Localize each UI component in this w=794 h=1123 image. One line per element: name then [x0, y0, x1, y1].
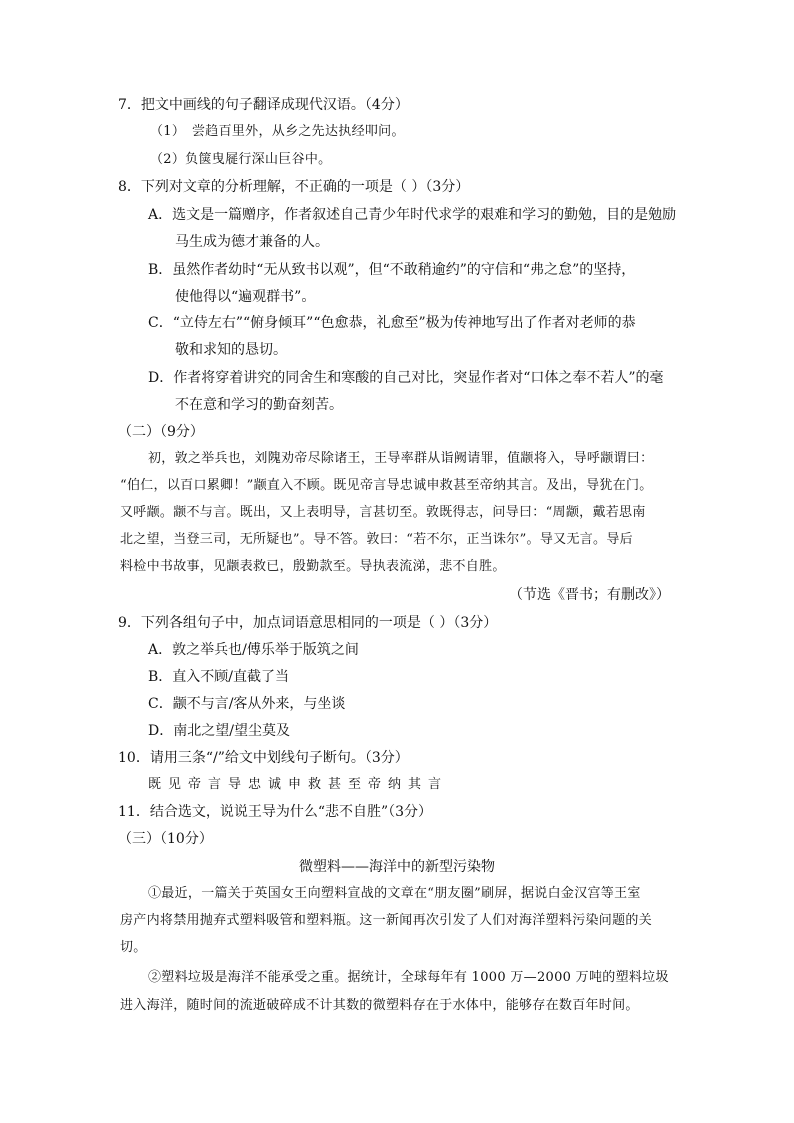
q9-option-d: D．南北之望/望尘莫及 — [148, 723, 290, 739]
section-2-heading: （二）（9分） — [118, 424, 204, 440]
q7-stem: 7．把文中画线的句子翻译成现代汉语。（4分） — [118, 97, 409, 113]
q8-option-a-line1: A．选文是一篇赠序，作者叙述自己青少年时代求学的艰难和学习的勤勉，目的是勉励 — [148, 207, 677, 223]
passage-2-line3: 又呼颛。颛不与言。既出，又上表明导，言甚切至。敦既得志，问导曰：“周颛，戴若思南 — [120, 505, 646, 520]
q9-option-c: C．颛不与言/客从外来，与坐谈 — [148, 696, 346, 712]
q8-option-c-line2: 敬和求知的恳切。 — [175, 342, 287, 358]
q11-stem: 11．结合选文，说说王导为什么“悲不自胜”（3分） — [118, 804, 433, 820]
passage-2-source: （节选《晋书；有删改》） — [509, 587, 670, 603]
section-3-title: 微塑料——海洋中的新型污染物 — [299, 859, 495, 875]
passage-3-para1-line2: 房产内将禁用抛弃式塑料吸管和塑料瓶。这一新闻再次引发了人们对海洋塑料污染问题的关 — [120, 913, 653, 928]
passage-3-para2-line1: ②塑料垃圾是海洋不能承受之重。据统计，全球每年有 1000 万—2000 万吨的塑料垃圾 — [148, 970, 669, 985]
q8-option-d-line2: 不在意和学习的勤奋刻苦。 — [175, 397, 343, 413]
q10-stem: 10．请用三条“/”给文中划线句子断句。（3分） — [118, 750, 409, 766]
q7-item-2: （2）负箧曳屣行深山巨谷中。 — [150, 152, 332, 167]
q8-option-b-line1: B．虽然作者幼时“无从致书以观”，但“不敢稍逾约”的守信和“弗之怠”的坚持， — [148, 262, 636, 278]
q8-stem: 8．下列对文章的分析理解，不正确的一项是（ ）（3分） — [118, 179, 470, 195]
passage-2-line2: “伯仁，以百口累卿！”颛直入不顾。既见帝言导忠诚申救甚至帝纳其言。及出，导犹在门。 — [120, 478, 653, 493]
q8-option-a-line2: 马生成为德才兼备的人。 — [175, 234, 329, 250]
q9-option-a: A．敦之举兵也/傅乐举于版筑之间 — [148, 642, 359, 658]
passage-3-para1-line1: ①最近，一篇关于英国女王向塑料宣战的文章在“朋友圈”刷屏，据说白金汉宫等王室 — [148, 886, 641, 901]
q9-stem: 9．下列各组句子中，加点词语意思相同的一项是（ ）（3分） — [118, 615, 498, 631]
passage-2-line4: 北之望，当登三司，无所疑也”。导不答。敦曰：“若不尔，正当诛尔”。导又无言。导后 — [120, 532, 633, 547]
passage-2-line1: 初，敦之举兵也，刘隗劝帝尽除诸王，王导率群从诣阙请罪，值颛将入，导呼颛谓曰： — [148, 451, 654, 466]
q8-option-b-line2: 使他得以“遍观群书”。 — [175, 289, 316, 305]
q10-sentence: 既见帝言导忠诚申救甚至帝纳其言 — [148, 777, 449, 792]
q7-item-1: （1） 尝趋百里外，从乡之先达执经叩问。 — [150, 124, 405, 139]
q8-option-d-line1: D．作者将穿着讲究的同舍生和寒酸的自己对比，突显作者对“口体之奉不若人”的毫 — [148, 370, 664, 386]
passage-3-para1-line3: 切。 — [120, 940, 147, 955]
passage-2-line5: 料检中书故事，见颛表救已，殷勤款至。导执表流涕，悲不自胜。 — [120, 559, 506, 574]
passage-3-para2-line2: 进入海洋，随时间的流逝破碎成不计其数的微塑料存在于水体中，能够存在数百年时间。 — [120, 998, 639, 1013]
q8-option-c-line1: C．“立侍左右”“俯身倾耳”“色愈恭，礼愈至”极为传神地写出了作者对老师的恭 — [148, 315, 636, 331]
section-3-heading: （三）（10分） — [118, 831, 213, 847]
q9-option-b: B．直入不顾/直截了当 — [148, 669, 290, 685]
